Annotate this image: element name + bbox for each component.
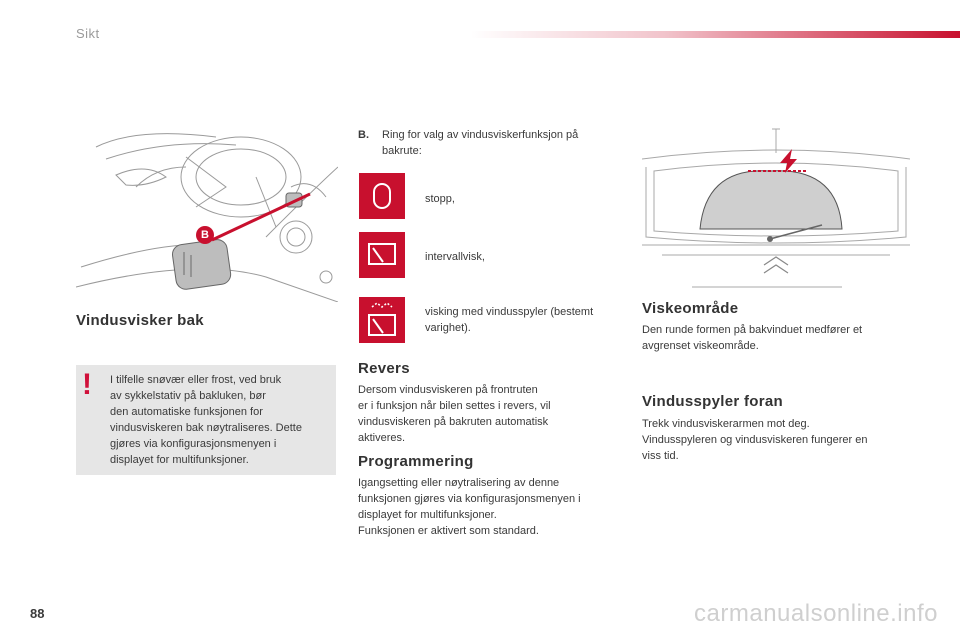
ring-description: Ring for valg av vindusviskerfunksjon på bakrute: [382,129,579,157]
warning-icon: ! [82,368,92,401]
programmering-text: Igangsetting eller nøytralisering av denne funksjonen gjøres via konfigurasjonsmenyen i displayet for multifunksjoner. Funksjonen er aktivert som standard. [358,477,581,537]
wipe-with-washer-icon [359,297,405,343]
stop-icon [359,173,405,219]
option-washer-label: visking med vindusspyler (bestemt varighet). [425,306,594,334]
section-title: Sikt [76,26,100,41]
rear-window-illustration [642,127,910,292]
heading-viskeomrade: Viskeområde [642,300,739,317]
warning-text: I tilfelle snøvær eller frost, ved bruk av sykkelstativ på bakluken, bør den automatiske funksjonen for vindusviskeren bak nøytraliseres. Dette gjøres via konfigurasjonsmenyen i displayet for multifunksjoner. [110,374,302,466]
heading-revers: Revers [358,360,410,377]
heading-vindusvisker-bak: Vindusvisker bak [76,312,204,329]
heading-programmering: Programmering [358,453,474,470]
heading-vindusspyler-foran: Vindusspyler foran [642,393,783,410]
page-number: 88 [30,606,45,621]
header-accent-bar [470,31,960,38]
watermark-text: carmanualsonline.info [694,600,938,627]
viskeomrade-text: Den runde formen på bakvinduet medfører et avgrenset viskeområde. [642,324,863,352]
interval-wipe-icon [359,232,405,278]
vindusspyler-text: Trekk vindusviskerarmen mot deg. Vindusspyleren og vindusviskeren fungerer en viss tid. [642,418,868,462]
callout-b-badge: B [196,226,214,244]
option-interval-label: intervallvisk, [425,251,485,263]
option-stop-label: stopp, [425,193,455,205]
ring-label: B. [358,129,369,141]
callout-line [200,188,315,250]
revers-text: Dersom vindusviskeren på frontruten er i funksjon når bilen settes i revers, vil vindusviskeren på bakruten automatisk aktiveres. [358,384,551,444]
